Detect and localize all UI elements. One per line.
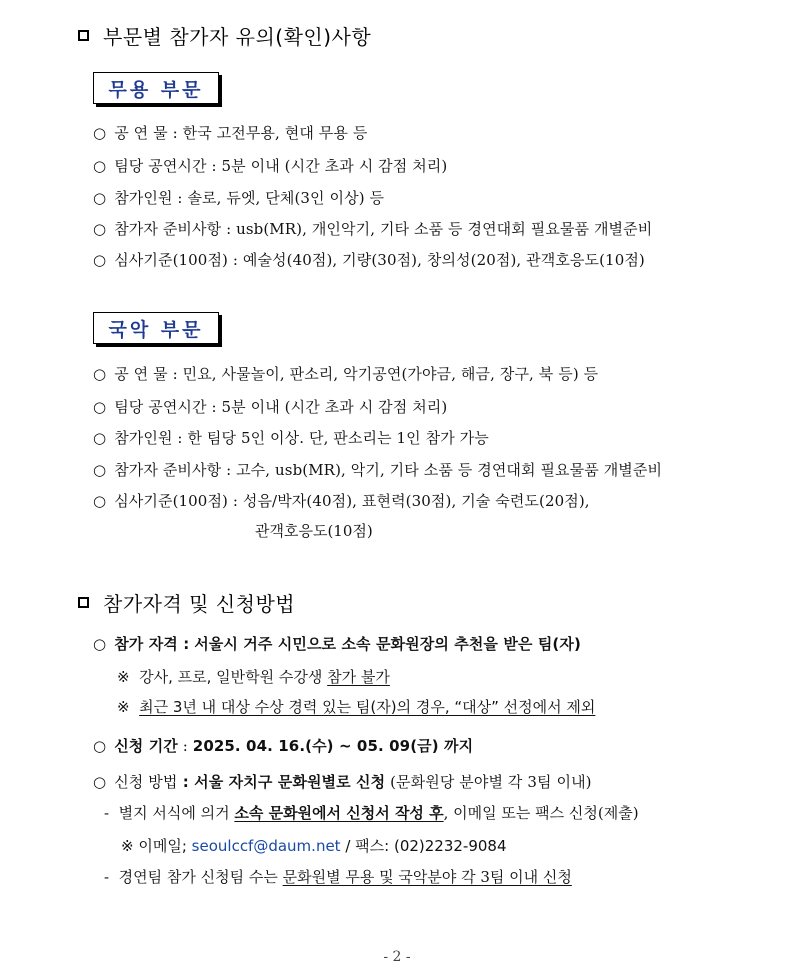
qualification-line: ○ 참가 자격 : 서울시 거주 시민으로 소속 문화원장의 추천을 받은 팀(자) xyxy=(93,635,581,653)
method-sub-2: - 경연팀 참가 신청팀 수는 문화원별 무용 및 국악분야 각 3팀 이내 신청 xyxy=(104,868,572,886)
gugak-tag: 국악 부문 xyxy=(93,312,219,344)
application-period-line: ○ 신청 기간 : 2025. 04. 16.(수) ~ 05. 09(금) 까지 xyxy=(93,737,474,755)
gugak-item-4: ○ 참가자 준비사항 : 고수, usb(MR), 악기, 기타 소품 등 경연대회 필요물품 개별준비 xyxy=(93,461,663,479)
section-title: 참가자격 및 신청방법 xyxy=(103,592,296,616)
gugak-item-2: ○ 팀당 공연시간 : 5분 이내 (시간 초과 시 감점 처리) xyxy=(93,398,448,416)
checkbox-square-icon xyxy=(78,597,89,608)
dance-item-5: ○ 심사기준(100점) : 예술성(40점), 기량(30점), 창의성(20점), 관객호응도(10점) xyxy=(93,251,645,269)
circle-bullet-icon: ○ xyxy=(93,773,107,791)
circle-bullet-icon: ○ xyxy=(93,157,107,175)
circle-bullet-icon: ○ xyxy=(93,737,107,755)
reference-mark-icon: ※ xyxy=(117,668,130,686)
gugak-item-1: ○ 공 연 물 : 민요, 사물놀이, 판소리, 악기공연(가야금, 해금, 장구, 북 등) 등 xyxy=(93,365,599,383)
circle-bullet-icon: ○ xyxy=(93,365,107,383)
dash-bullet: - xyxy=(104,804,110,822)
circle-bullet-icon: ○ xyxy=(93,220,107,238)
dance-item-3: ○ 참가인원 : 솔로, 듀엣, 단체(3인 이상) 등 xyxy=(93,189,385,207)
dance-item-1: ○ 공 연 물 : 한국 고전무용, 현대 무용 등 xyxy=(93,124,368,142)
dance-item-2: ○ 팀당 공연시간 : 5분 이내 (시간 초과 시 감점 처리) xyxy=(93,157,448,175)
gugak-item-5: ○ 심사기준(100점) : 성음/박자(40점), 표현력(30점), 기술 숙련도(20점), xyxy=(93,492,590,510)
section-title: 부문별 참가자 유의(확인)사항 xyxy=(103,25,372,49)
reference-mark-icon: ※ xyxy=(117,698,130,716)
dance-item-4: ○ 참가자 준비사항 : usb(MR), 개인악기, 기타 소품 등 경연대회 필요물품 개별준비 xyxy=(93,220,653,238)
gugak-item-3: ○ 참가인원 : 한 팀당 5인 이상. 단, 판소리는 1인 참가 가능 xyxy=(93,429,489,447)
circle-bullet-icon: ○ xyxy=(93,251,107,269)
circle-bullet-icon: ○ xyxy=(93,461,107,479)
fax-number: (02)2232-9084 xyxy=(393,837,507,855)
circle-bullet-icon: ○ xyxy=(93,635,107,653)
dash-bullet: - xyxy=(104,868,110,886)
circle-bullet-icon: ○ xyxy=(93,429,107,447)
note-1: ※ 강사, 프로, 일반학원 수강생 참가 불가 xyxy=(117,668,390,686)
application-method-line: ○ 신청 방법 : 서울 자치구 문화원별로 신청 (문화원당 분야별 각 3팀 이내) xyxy=(93,773,592,791)
checkbox-square-icon xyxy=(78,30,89,41)
page-number: - 2 - xyxy=(383,949,411,965)
circle-bullet-icon: ○ xyxy=(93,124,107,142)
reference-mark-icon: ※ xyxy=(121,837,134,855)
section-heading-eligibility xyxy=(78,588,295,617)
circle-bullet-icon: ○ xyxy=(93,398,107,416)
contact-line: ※ 이메일; seoulccf@daum.net / 팩스: (02)2232-9084 xyxy=(121,837,507,855)
dance-tag: 무용 부문 xyxy=(93,72,219,104)
method-sub-1: - 별지 서식에 의거 소속 문화원에서 신청서 작성 후, 이메일 또는 팩스 신청(제출) xyxy=(104,804,639,822)
email-link[interactable]: seoulccf@daum.net xyxy=(191,837,341,855)
section-heading-guidelines xyxy=(78,21,371,50)
note-2: ※ 최근 3년 내 대상 수상 경력 있는 팀(자)의 경우, “대상” 선정에서 제외 xyxy=(117,698,596,716)
circle-bullet-icon: ○ xyxy=(93,492,107,510)
gugak-item-5-continuation: 관객호응도(10점) xyxy=(255,522,373,540)
circle-bullet-icon: ○ xyxy=(93,189,107,207)
